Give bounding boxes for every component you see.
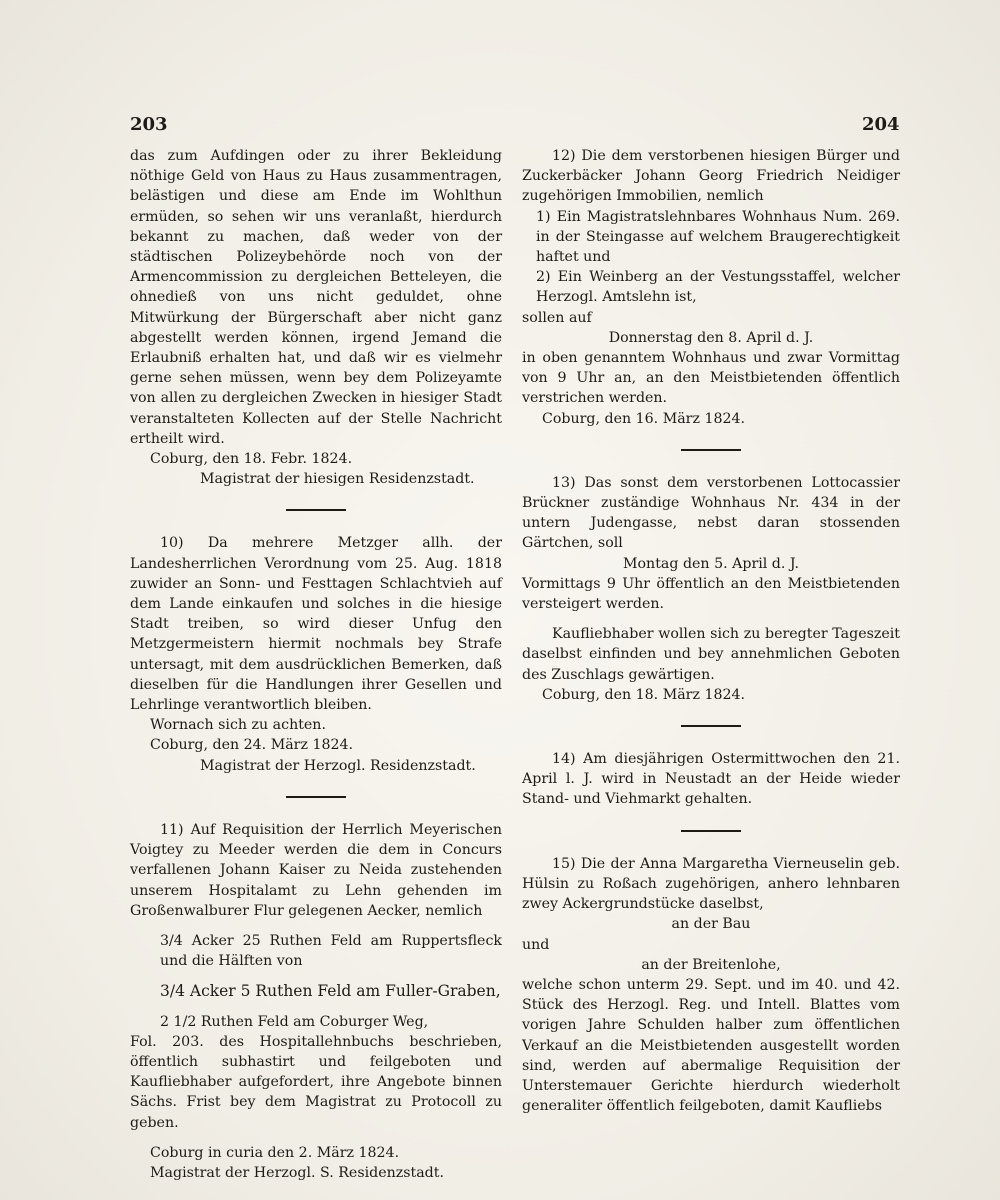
notice-14: 14) Am diesjährigen Ostermittwochen den 21. April l. J. wird in Neustadt an der Heide wieder Stand- und Viehmarkt gehalten.: [522, 751, 900, 808]
notice-12: 12) Die dem verstorbenen hiesigen Bürger und Zuckerbäcker Johann Georg Friedrich Neidiger zugehörigen Immobilien, nemlich: [522, 148, 900, 205]
notice-11-item-b: 3/4 Acker 5 Ruthen Feld am Fuller-Graben,: [160, 982, 501, 1001]
notice-10: 10) Da mehrere Metzger allh. der Landesherrlichen Verordnung vom 25. Aug. 1818 zuwider an Sonn- und Festtagen Schlachtvieh auf dem Lande einkaufen und solches in die hiesige Stadt treiben, so wird dieser Unfug den Metzgermeistern hiermit nochmals bey Strafe untersagt, mit dem ausdrücklichen Bemerken, daß dieselben für die Handlungen ihrer Gesellen und Lehrlinge verantwortlich bleiben.: [130, 535, 502, 714]
right-column: [522, 146, 900, 1116]
notice-15-field-2: an der Breitenlohe,: [641, 956, 781, 973]
notice-12-date: Coburg, den 16. März 1824.: [542, 410, 746, 427]
section-divider: [681, 830, 741, 832]
notice-13-continuation: Vormittags 9 Uhr öffentlich an den Meistbietenden versteigert werden.: [522, 575, 900, 613]
notice-12-auction-day: Donnerstag den 8. April d. J.: [608, 329, 814, 346]
page-number-left: 203: [130, 114, 168, 135]
notice-10-date: Coburg, den 24. März 1824.: [150, 737, 354, 754]
notice-13-auction-day: Montag den 5. April d. J.: [622, 555, 800, 572]
notice-12-item-1: 1) Ein Magistratslehnbares Wohnhaus Num. 269. in der Steingasse auf welchem Braugerechtigkeit haftet und: [536, 208, 900, 266]
notice-13-buyers: Kaufliebhaber wollen sich zu beregter Tageszeit daselbst einfinden und bey annehmlichen Geboten des Zuschlags gewärtigen.: [522, 626, 900, 683]
notice-11-signature: Magistrat der Herzogl. S. Residenzstadt.: [150, 1164, 444, 1181]
notice-10-signature: Magistrat der Herzogl. Residenzstadt.: [200, 757, 476, 774]
notice-15-field-1: an der Bau: [671, 916, 751, 933]
notice-12-continuation: in oben genanntem Wohnhaus und zwar Vormittag von 9 Uhr an, an den Meistbietenden öffentlich verstrichen werden.: [522, 350, 900, 407]
section-divider: [286, 509, 346, 511]
notice-13-date: Coburg, den 18. März 1824.: [542, 686, 746, 703]
notice-15: 15) Die der Anna Margaretha Vierneuselin geb. Hülsin zu Roßach zugehörigen, anhero lehnbaren zwey Ackergrundstücke daselbst,: [522, 855, 900, 913]
left-column: [130, 146, 502, 1183]
notice-12-item-2: 2) Ein Weinberg an der Vestungsstaffel, welcher Herzogl. Amtslehn ist,: [536, 269, 900, 306]
notice-11-continuation: Fol. 203. des Hospitallehnbuchs beschrieben, öffentlich subhastirt und feilgeboten und Kaufliebhaber aufgefordert, ihre Angebote binnen Sächs. Frist bey dem Magistrat zu Protocoll zu geben.: [130, 1033, 502, 1131]
section-divider: [681, 725, 741, 727]
notice-12-sollen: sollen auf: [522, 309, 592, 326]
notice-11-item-c: 2 1/2 Ruthen Feld am Coburger Weg,: [160, 1013, 429, 1030]
notice-11-item-a: 3/4 Acker 25 Ruthen Feld am Ruppertsfleck und die Hälften von: [160, 932, 502, 970]
notice-paragraph: das zum Aufdingen oder zu ihrer Bekleidung nöthige Geld von Haus zu Haus zusammentragen, belästigen und diese am Ende im Wohlthun ermüden, so sehen wir uns veranlaßt, hierdurch bekannt zu machen, daß weder von der städtischen Polizeybehörde noch von der Armencommission zu dergleichen Betteleyen, die ohnedieß von uns nicht geduldet, ohne Mitwürkung der Bürgerschaft aber nicht ganz abgestellt werden können, irgend Jemand die Erlaubniß erhalten hat, und daß wir es vielmehr gerne sehen müssen, wenn bey dem Polizeyamte von allen zu dergleichen Zwecken in hiesiger Stadt veranstalteten Kollecten auf der Stelle Nachricht ertheilt wird.: [130, 148, 502, 447]
notice-11: 11) Auf Requisition der Herrlich Meyerischen Voigtey zu Meeder werden die dem in Concurs verfallenen Johann Kaiser zu Neida zustehenden unserem Hospitalamt zu Lehn gehenden im Großenwalburer Flur gelegenen Aecker, nemlich: [130, 821, 502, 919]
notice-10-instruction: Wornach sich zu achten.: [150, 717, 326, 734]
notice-date: Coburg, den 18. Febr. 1824.: [150, 451, 353, 468]
notice-signature: Magistrat der hiesigen Residenzstadt.: [200, 471, 475, 488]
section-divider: [681, 449, 741, 451]
notice-12-list: [522, 207, 900, 308]
page-number-right: 204: [862, 114, 900, 135]
notice-11-date: Coburg in curia den 2. März 1824.: [150, 1144, 400, 1161]
notice-13: 13) Das sonst dem verstorbenen Lottocassier Brückner zuständige Wohnhaus Nr. 434 in der untern Judengasse, nebst daran stossenden Gärtchen, soll: [522, 474, 900, 552]
notice-15-und: und: [522, 936, 550, 953]
section-divider: [286, 796, 346, 798]
notice-15-continuation: welche schon unterm 29. Sept. und im 40. und 42. Stück des Herzogl. Reg. und Intell. Blattes vom vorigen Jahre Schulden halber zum öffentlichen Verkauf an die Meistbietenden ausgestellt worden sind, werden auf abermalige Requisition der Unterstemauer Gerichte hierdurch wiederholt generaliter öffentlich feilgeboten, damit Kaufliebs: [522, 976, 900, 1115]
